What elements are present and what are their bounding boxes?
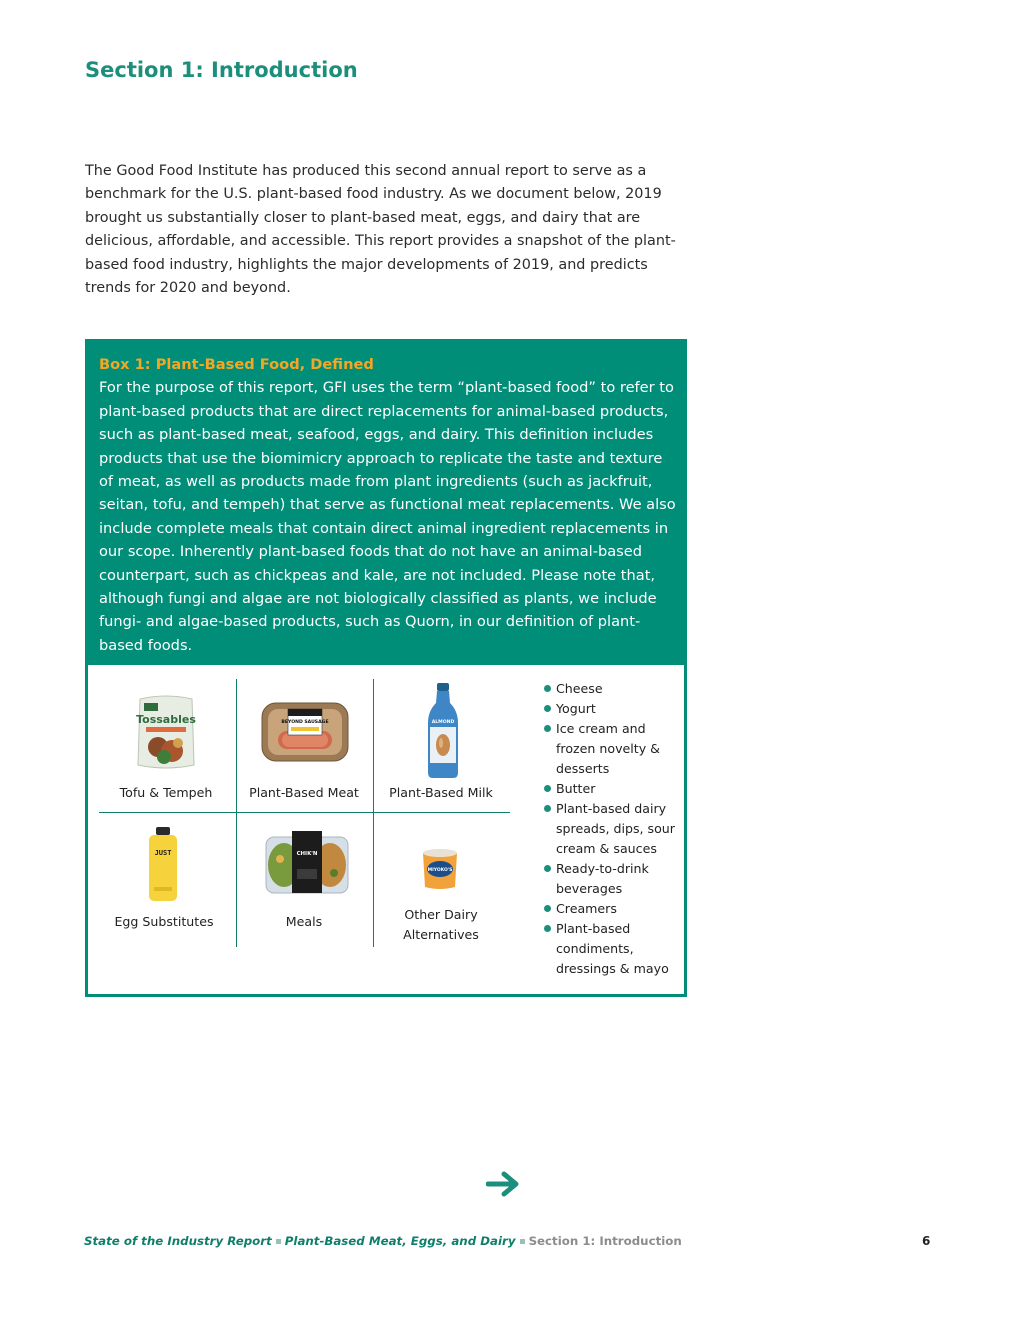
definition-box	[85, 339, 687, 997]
category-label-plant-based-milk: Plant-Based Milk	[389, 785, 493, 800]
page-title: Section 1: Introduction	[85, 58, 358, 82]
footer-report-title: State of the Industry Report	[84, 1234, 272, 1248]
tofu-tempeh-image	[136, 693, 196, 773]
bullet-dot-icon	[544, 905, 551, 912]
box-body: For the purpose of this report, GFI uses the term “plant-based food” to refer to plant-based products that are direct replacements for animal-based products, such as plant-based meat, seafood, eggs, and dairy. This definition includes products that use the biomimicry approach to replicate the taste and texture of meat, as well as products made from plant ingredients (such as jackfruit, seitan, tofu, and tempeh) that serve as functional meat replacements. We also include complete meals that contain direct animal ingredient replacements in our scope. Inherently plant-based foods that do not have an animal-based counterpart, such as chickpeas and kale, are not included. Please note that, although fungi and algae are not biologically classified as plants, we include fungi- and algae-based products, such as Quorn, in our definition of plant-based foods.	[99, 379, 676, 654]
plant-based-milk-image	[426, 683, 460, 779]
dairy-alternatives-list	[544, 679, 684, 979]
just-bottle-label: JUST	[154, 849, 172, 857]
category-label-plant-based-meat: Plant-Based Meat	[249, 785, 359, 800]
grid-divider	[236, 679, 237, 947]
category-label-other-dairy: Other Dairy Alternatives	[403, 907, 479, 942]
footer-breadcrumb	[84, 1234, 682, 1248]
list-item: Cheese	[544, 679, 684, 699]
meals-package-label: CHIK'N	[296, 851, 318, 857]
list-item: Butter	[544, 779, 684, 799]
arrow-right-icon	[486, 1171, 522, 1201]
bullet-dot-icon	[544, 705, 551, 712]
sausage-package-label: BEYOND SAUSAGE	[281, 720, 329, 725]
tossables-wordmark: Tossables	[136, 713, 196, 726]
miyokos-wordmark: MIYOKO'S	[427, 868, 453, 873]
footer-section: Section 1: Introduction	[528, 1234, 682, 1248]
bullet-dot-icon	[544, 785, 551, 792]
milk-bottle-label: ALMOND	[431, 720, 455, 725]
category-label-meals: Meals	[285, 914, 323, 929]
list-item: Ready-to-drink beverages	[544, 859, 684, 899]
category-label-tofu-tempeh: Tofu & Tempeh	[119, 785, 213, 800]
separator-square-icon	[276, 1239, 281, 1244]
bullet-dot-icon	[544, 685, 551, 692]
category-label-egg-substitutes: Egg Substitutes	[114, 914, 214, 929]
meals-image	[264, 829, 350, 897]
category-panel	[88, 665, 684, 994]
bullet-dot-icon	[544, 725, 551, 732]
box-text	[99, 353, 679, 657]
egg-substitutes-image	[148, 827, 178, 903]
other-dairy-image	[419, 847, 461, 891]
intro-paragraph: The Good Food Institute has produced this second annual report to serve as a benchmark for the U.S. plant-based food industry. As we document below, 2019 brought us substantially closer to plant-based meat, eggs, and dairy that are delicious, affordable, and accessible. This report provides a snapshot of the plant-based food industry, highlights the major developments of 2019, and predicts trends for 2020 and beyond.	[85, 163, 676, 297]
separator-square-icon	[520, 1239, 525, 1244]
bullet-dot-icon	[544, 805, 551, 812]
list-item: Creamers	[544, 899, 684, 919]
page-number: 6	[922, 1234, 931, 1248]
list-item: Ice cream and frozen novelty & desserts	[544, 719, 684, 779]
bullet-dot-icon	[544, 865, 551, 872]
plant-based-meat-image	[260, 697, 350, 767]
bullet-dot-icon	[544, 925, 551, 932]
grid-divider	[99, 812, 510, 813]
list-item: Plant-based condiments, dressings & mayo	[544, 919, 684, 979]
box-title: Box 1: Plant-Based Food, Defined	[99, 356, 374, 373]
list-item: Yogurt	[544, 699, 684, 719]
footer-subject: Plant-Based Meat, Eggs, and Dairy	[284, 1234, 516, 1248]
list-item: Plant-based dairy spreads, dips, sour cream & sauces	[544, 799, 684, 859]
